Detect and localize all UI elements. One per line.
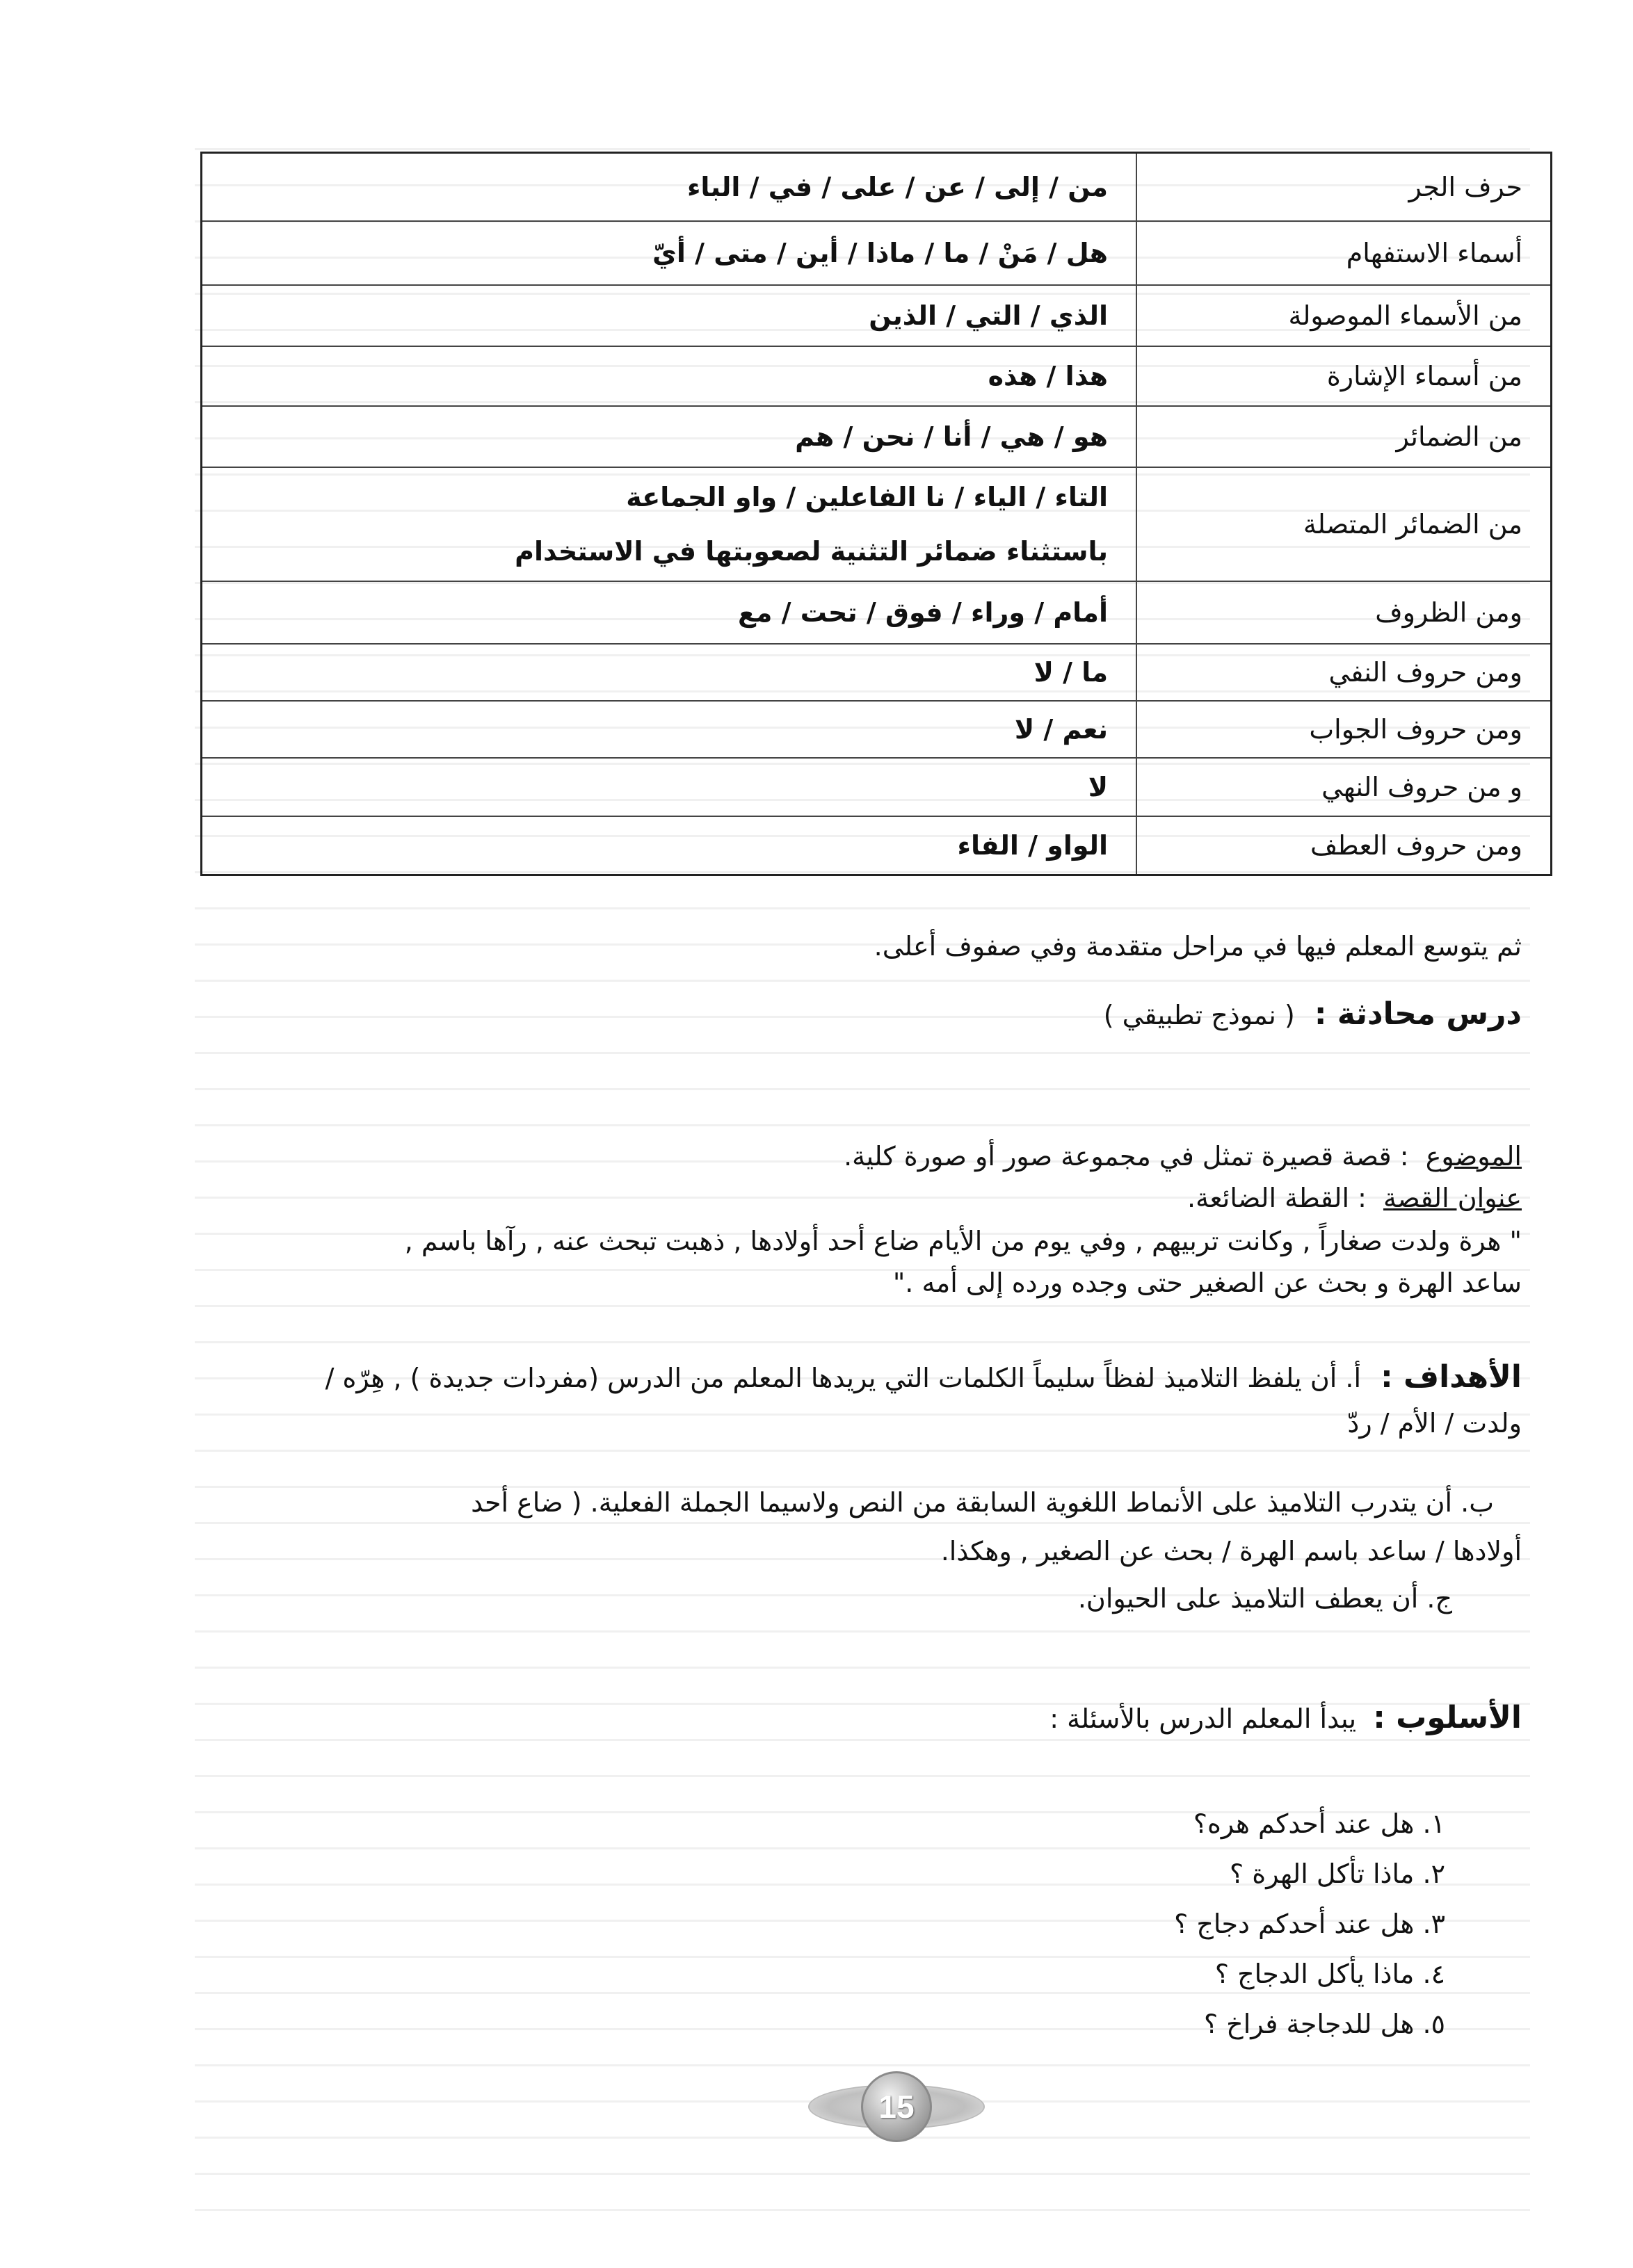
table-category: و من حروف النهي bbox=[1136, 759, 1550, 816]
objectives-heading: الأهداف : bbox=[1381, 1359, 1522, 1395]
topic-label: الموضوع bbox=[1425, 1141, 1522, 1172]
method-intro: يبدأ المعلم الدرس بالأسئلة : bbox=[1049, 1703, 1357, 1734]
table-items: التاء / الياء / نا الفاعلين / واو الجماعة باستثناء ضمائر التثنية لصعوبتها في الاستخدام bbox=[515, 482, 1108, 567]
table-items: الذي / التي / الذين bbox=[869, 300, 1108, 331]
objective-a-text: أ. أن يلفظ التلاميذ لفظاً سليماً الكلمات التي يريدها المعلم من الدرس (مفردات جديدة ) , هِرّه / bbox=[325, 1363, 1362, 1393]
table-row bbox=[202, 468, 1550, 582]
story-line-1: " هرة ولدت صغاراً , وكانت تربيهم , وفي يوم من الأيام ضاع أحد أولادها , ذهبت تبحث عنه , رآها باسم , bbox=[404, 1226, 1522, 1256]
table-category: أسماء الاستفهام bbox=[1136, 222, 1550, 284]
badge-disc bbox=[861, 2071, 932, 2142]
method-line bbox=[1049, 1702, 1522, 1735]
table-category: من الأسماء الموصولة bbox=[1136, 286, 1550, 346]
table-row bbox=[202, 759, 1550, 817]
table-category: حرف الجر bbox=[1136, 154, 1550, 220]
table-items: هل / مَنْ / ما / ماذا / أين / متى / أيّ bbox=[652, 238, 1108, 268]
table-items: لا bbox=[1088, 772, 1108, 802]
story-title-label: عنوان القصة bbox=[1383, 1183, 1522, 1213]
method-heading: الأسلوب : bbox=[1373, 1700, 1522, 1735]
table-row bbox=[202, 222, 1550, 286]
topic-line bbox=[844, 1140, 1522, 1172]
table-items: أمام / وراء / فوق / تحت / مع bbox=[737, 597, 1108, 628]
table-row bbox=[202, 702, 1550, 759]
table-category: ومن الظروف bbox=[1136, 582, 1550, 643]
lesson-heading-note: ( نموذج تطبيقي ) bbox=[1103, 1000, 1295, 1030]
story-title-text: : القطة الضائعة. bbox=[1187, 1183, 1367, 1213]
question-item: ٥. هل للدجاجة فراخ ؟ bbox=[1203, 2009, 1445, 2039]
objective-b-line-2: أولادها / ساعد باسم الهرة / بحث عن الصغير , وهكذا. bbox=[940, 1536, 1522, 1566]
table-category: ومن حروف النفي bbox=[1136, 645, 1550, 700]
objective-b-line-1: ب. أن يتدرب التلاميذ على الأنماط اللغوية السابقة من النص ولاسيما الجملة الفعلية. ( ضاع أحد bbox=[471, 1487, 1494, 1518]
after-table-note: ثم يتوسع المعلم فيها في مراحل متقدمة وفي صفوف أعلى. bbox=[874, 931, 1522, 962]
question-item: ١. هل عند أحدكم هره؟ bbox=[1193, 1808, 1445, 1839]
objective-c-line: ج. أن يعطف التلاميذ على الحيوان. bbox=[1077, 1583, 1452, 1614]
question-item: ٢. ماذا تأكل الهرة ؟ bbox=[1230, 1858, 1445, 1889]
table-category: من الضمائر bbox=[1136, 407, 1550, 467]
table-row bbox=[202, 154, 1550, 222]
table-category: من أسماء الإشارة bbox=[1136, 347, 1550, 405]
page-number: 15 bbox=[878, 2089, 915, 2125]
table-category: ومن حروف الجواب bbox=[1136, 702, 1550, 757]
objectives-line-a bbox=[325, 1361, 1522, 1394]
table-category: من الضمائر المتصلة bbox=[1136, 468, 1550, 581]
table-row bbox=[202, 347, 1550, 407]
objective-a-line-2: ولدت / الأم / ردّ bbox=[1347, 1408, 1522, 1439]
table-row bbox=[202, 645, 1550, 702]
table-row bbox=[202, 407, 1550, 468]
story-line-2: ساعد الهرة و بحث عن الصغير حتى وجده ورده إلى أمه ." bbox=[892, 1267, 1522, 1298]
story-title-line bbox=[1187, 1182, 1522, 1214]
table-items: من / إلى / عن / على / في / الباء bbox=[686, 172, 1108, 202]
topic-text: : قصة قصيرة تمثل في مجموعة صور أو صورة كلية. bbox=[844, 1141, 1409, 1172]
table-row bbox=[202, 582, 1550, 645]
table-row bbox=[202, 286, 1550, 347]
grammar-table bbox=[200, 152, 1552, 876]
question-item: ٣. هل عند أحدكم دجاج ؟ bbox=[1174, 1909, 1445, 1939]
lesson-heading-line bbox=[1104, 998, 1522, 1031]
question-item: ٤. ماذا يأكل الدجاج ؟ bbox=[1214, 1959, 1445, 1989]
table-items: هذا / هذه bbox=[988, 361, 1108, 391]
table-items: هو / هي / أنا / نحن / هم bbox=[795, 421, 1108, 452]
table-category: ومن حروف العطف bbox=[1136, 817, 1550, 874]
table-items: ما / لا bbox=[1033, 657, 1108, 688]
table-items: نعم / لا bbox=[1014, 714, 1108, 745]
table-row bbox=[202, 817, 1550, 874]
table-items: الواو / الفاء bbox=[957, 830, 1108, 861]
lesson-heading: درس محادثة : bbox=[1314, 996, 1522, 1032]
page-number-badge bbox=[808, 2072, 985, 2141]
